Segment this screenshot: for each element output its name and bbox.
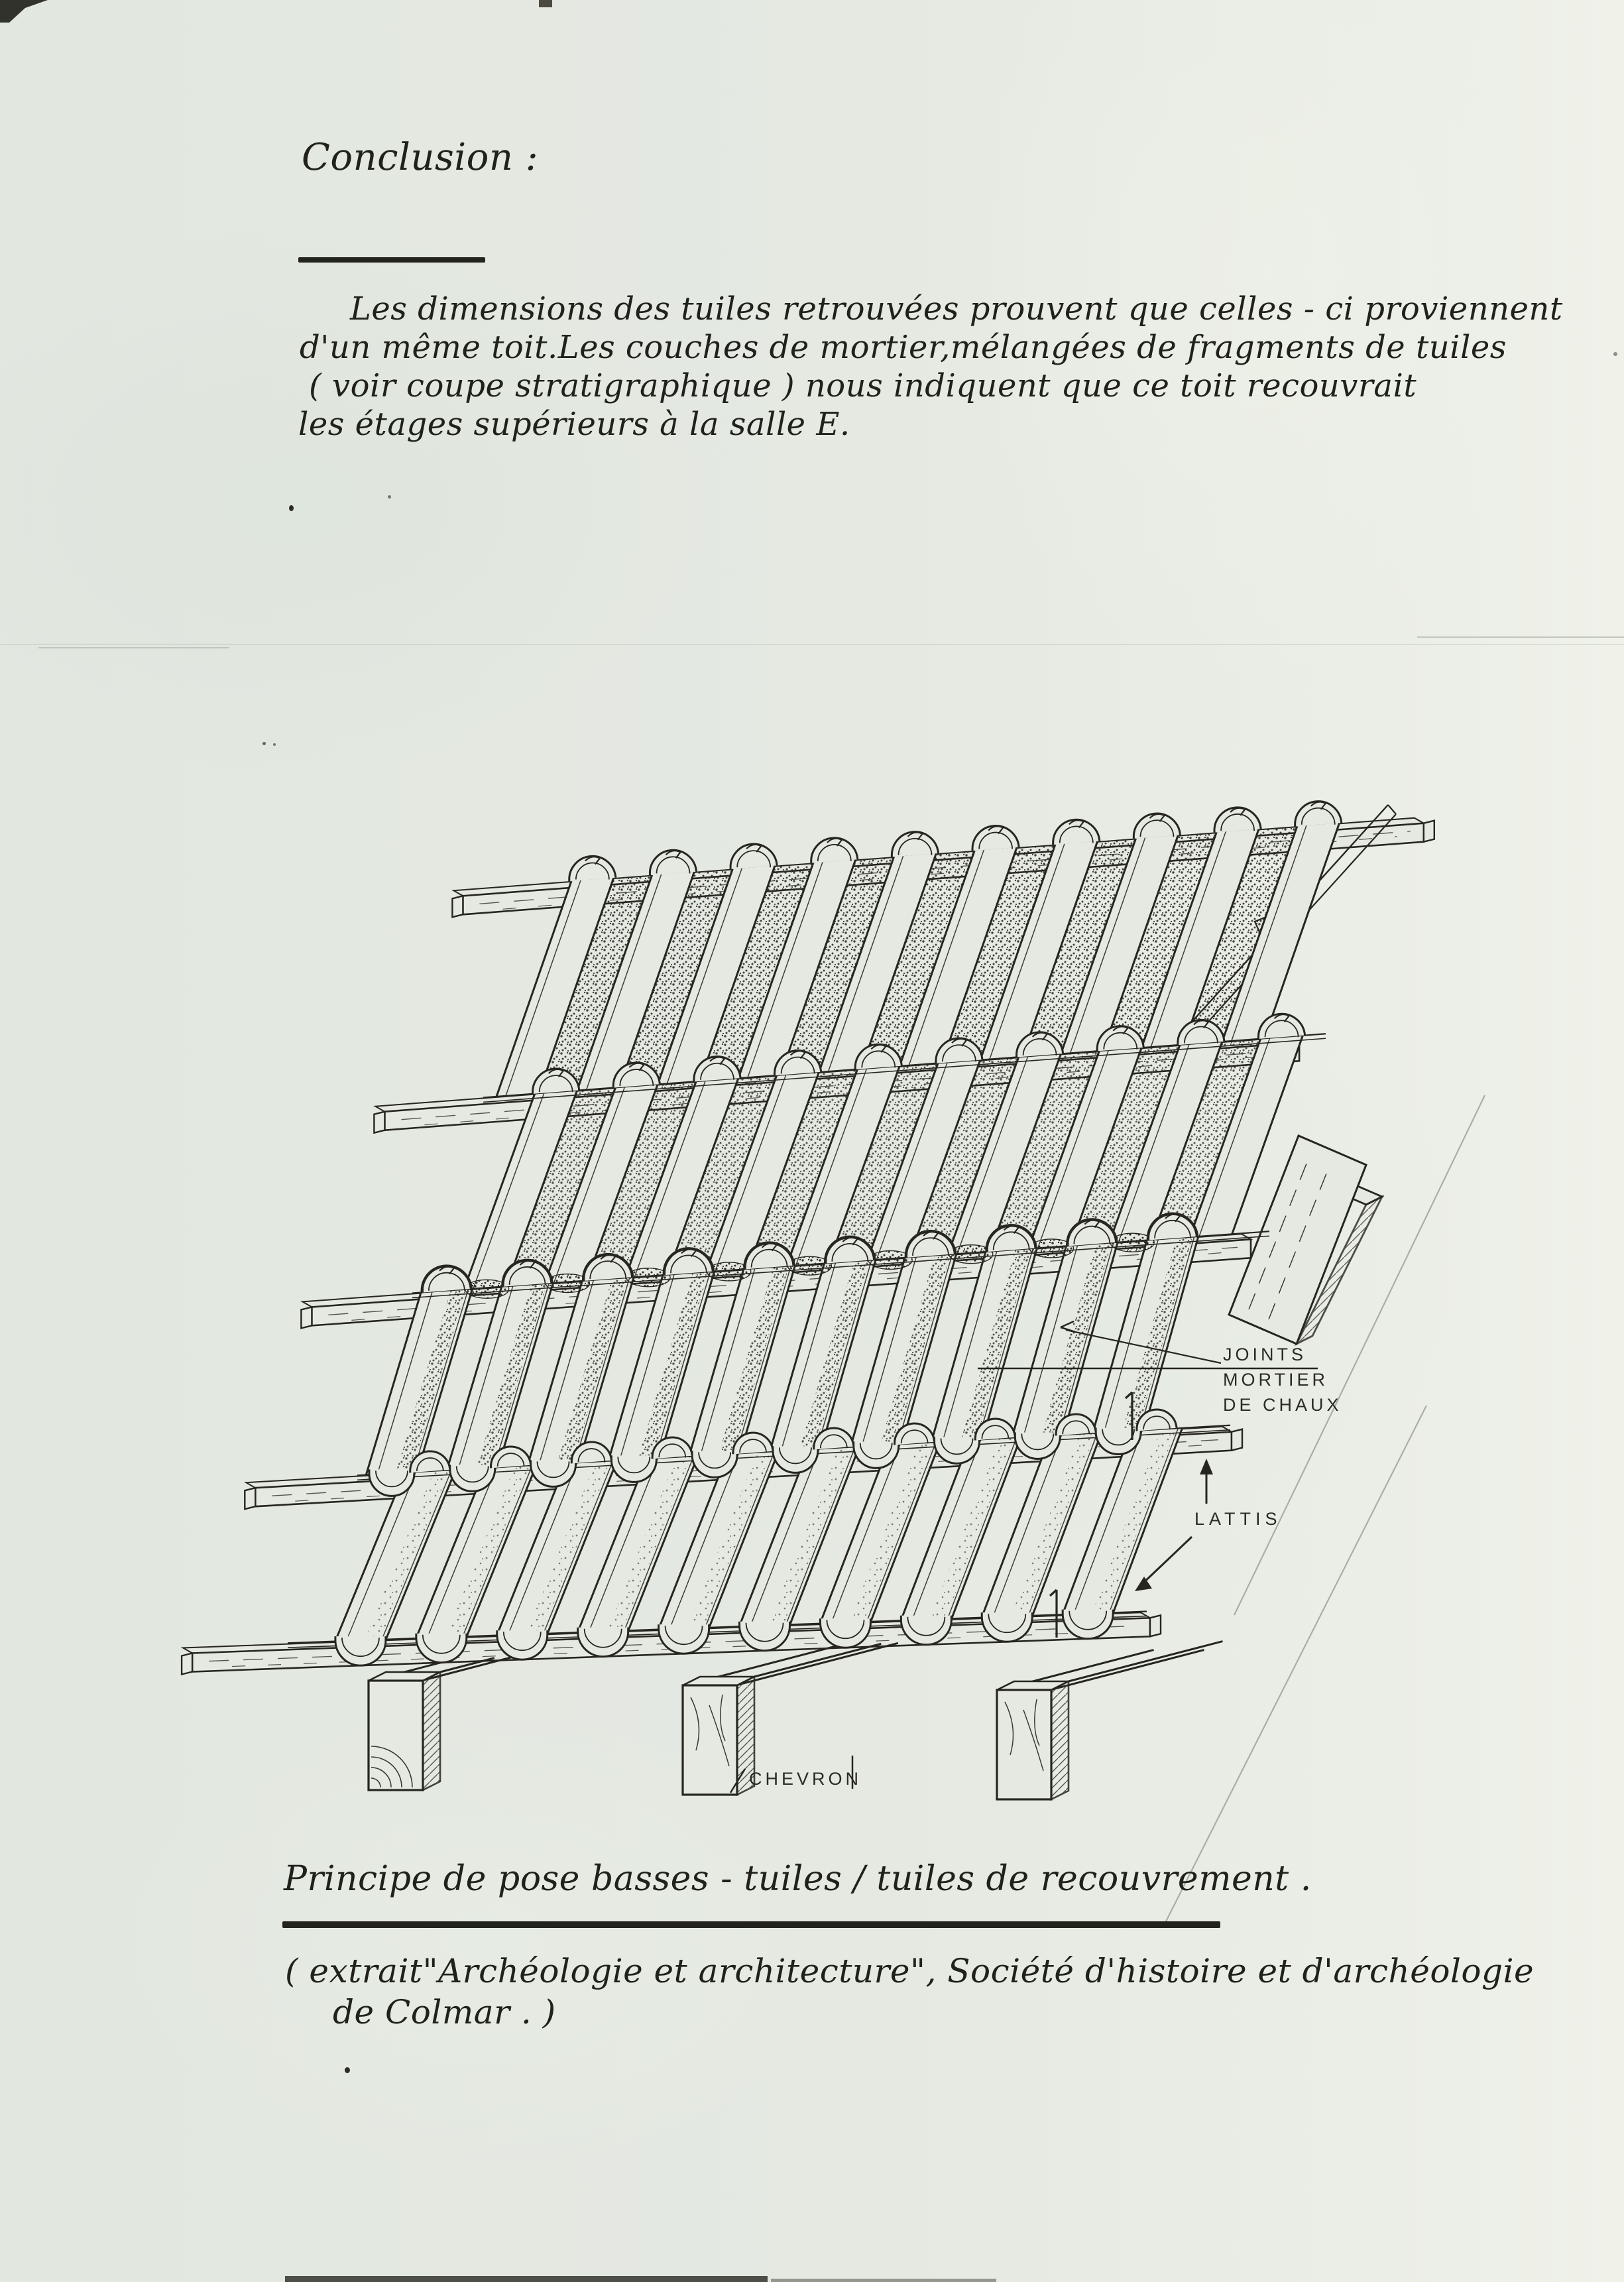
- joints-label-line3: DE CHAUX: [1223, 1395, 1342, 1415]
- paragraph-line: d'un même toit.Les couches de mortier,mélangées de fragments de tuiles: [300, 329, 1507, 366]
- source-line: ( extrait"Archéologie et architecture", Société d'histoire et d'archéologie: [285, 1952, 1535, 1990]
- figure-caption: Principe de pose basses - tuiles / tuiles de recouvrement .: [284, 1859, 1312, 1899]
- joints-label-line1: JOINTS: [1223, 1345, 1307, 1364]
- arrow-up-icon: [1200, 1459, 1213, 1474]
- lattis-label: LATTIS: [1194, 1509, 1282, 1529]
- caption-underline: [282, 1921, 1220, 1928]
- paragraph-line: Les dimensions des tuiles retrouvées prouvent que celles - ci proviennent: [350, 290, 1563, 328]
- source-line: de Colmar . ): [333, 1993, 556, 2031]
- paragraph-line: ( voir coupe stratigraphique ) nous indiquent que ce toit recouvrait: [309, 367, 1417, 404]
- joints-mortier-label: [1223, 1345, 1342, 1415]
- chevron-label: CHEVRON: [749, 1769, 862, 1789]
- arrow-down-left-icon: [1135, 1577, 1152, 1591]
- conclusion-heading: Conclusion :: [302, 136, 539, 179]
- joints-label-line2: MORTIER: [1223, 1370, 1329, 1390]
- paragraph-line: les étages supérieurs à la salle E.: [298, 406, 850, 443]
